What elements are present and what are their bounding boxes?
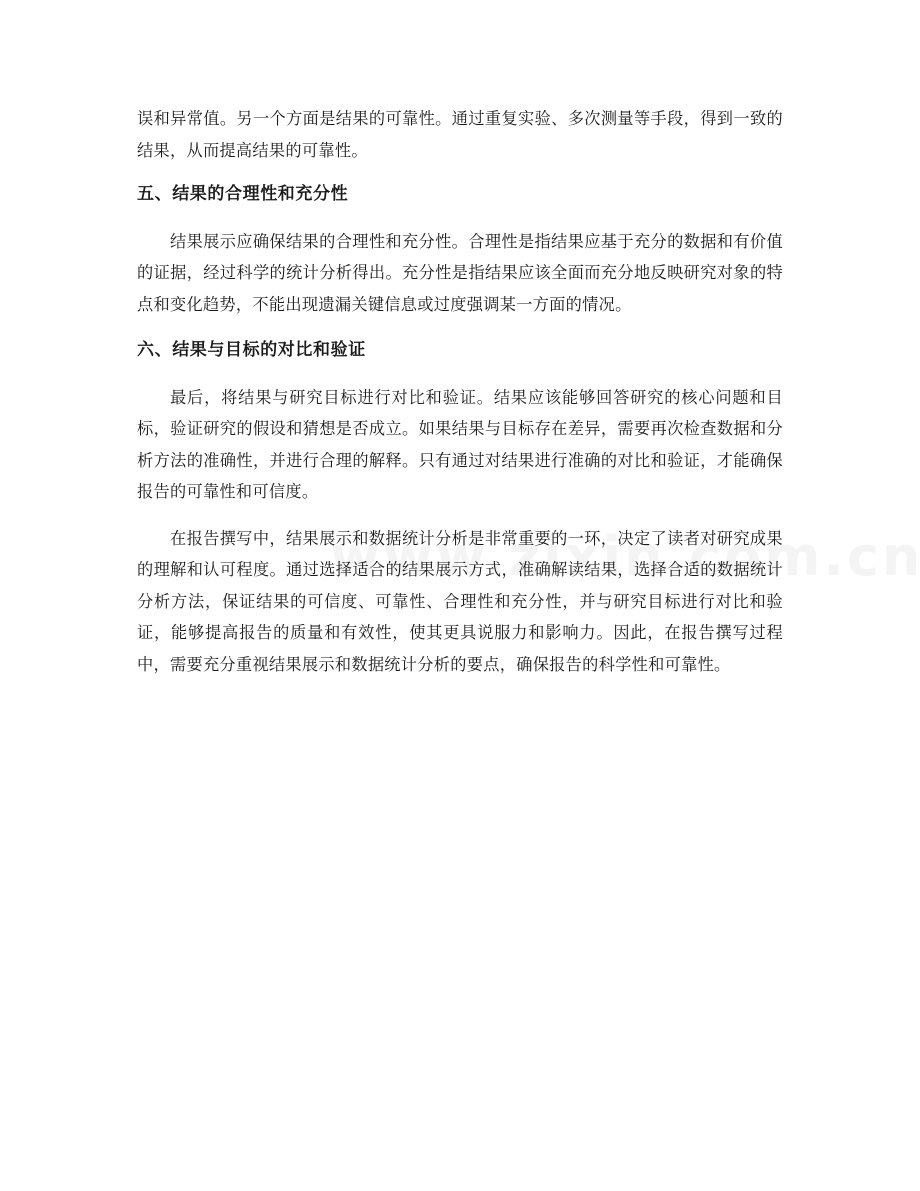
paragraph-section-5: 结果展示应确保结果的合理性和充分性。合理性是指结果应基于充分的数据和有价值的证据，经过科学的统计分析得出。充分性是指结果应该全面而充分地反映研究对象的特点和变化趋势，不能出现遗漏关键信息或过度强调某一方面的情况。	[137, 231, 783, 314]
document-body	[137, 103, 783, 680]
paragraph-continued: 误和异常值。另一个方面是结果的可靠性。通过重复实验、多次测量等手段，得到一致的结果，从而提高结果的可靠性。	[137, 109, 783, 160]
paragraph-conclusion: 在报告撰写中，结果展示和数据统计分析是非常重要的一环，决定了读者对研究成果的理解和认可程度。通过选择适合的结果展示方式，准确解读结果，选择合适的数据统计分析方法，保证结果的可信度、可靠性、合理性和充分性，并与研究目标进行对比和验证，能够提高报告的质量和有效性，使其更具说服力和影响力。因此，在报告撰写过程中，需要充分重视结果展示和数据统计分析的要点，确保报告的科学性和可靠性。	[137, 528, 783, 674]
section-heading-6: 六、结果与目标的对比和验证	[137, 340, 366, 360]
paragraph-section-6: 最后，将结果与研究目标进行对比和验证。结果应该能够回答研究的核心问题和目标，验证研究的假设和猜想是否成立。如果结果与目标存在差异，需要再次检查数据和分析方法的准确性，并进行合理的解释。只有通过对结果进行准确的对比和验证，才能确保报告的可靠性和可信度。	[137, 387, 783, 501]
section-heading-5: 五、结果的合理性和充分性	[137, 184, 349, 204]
